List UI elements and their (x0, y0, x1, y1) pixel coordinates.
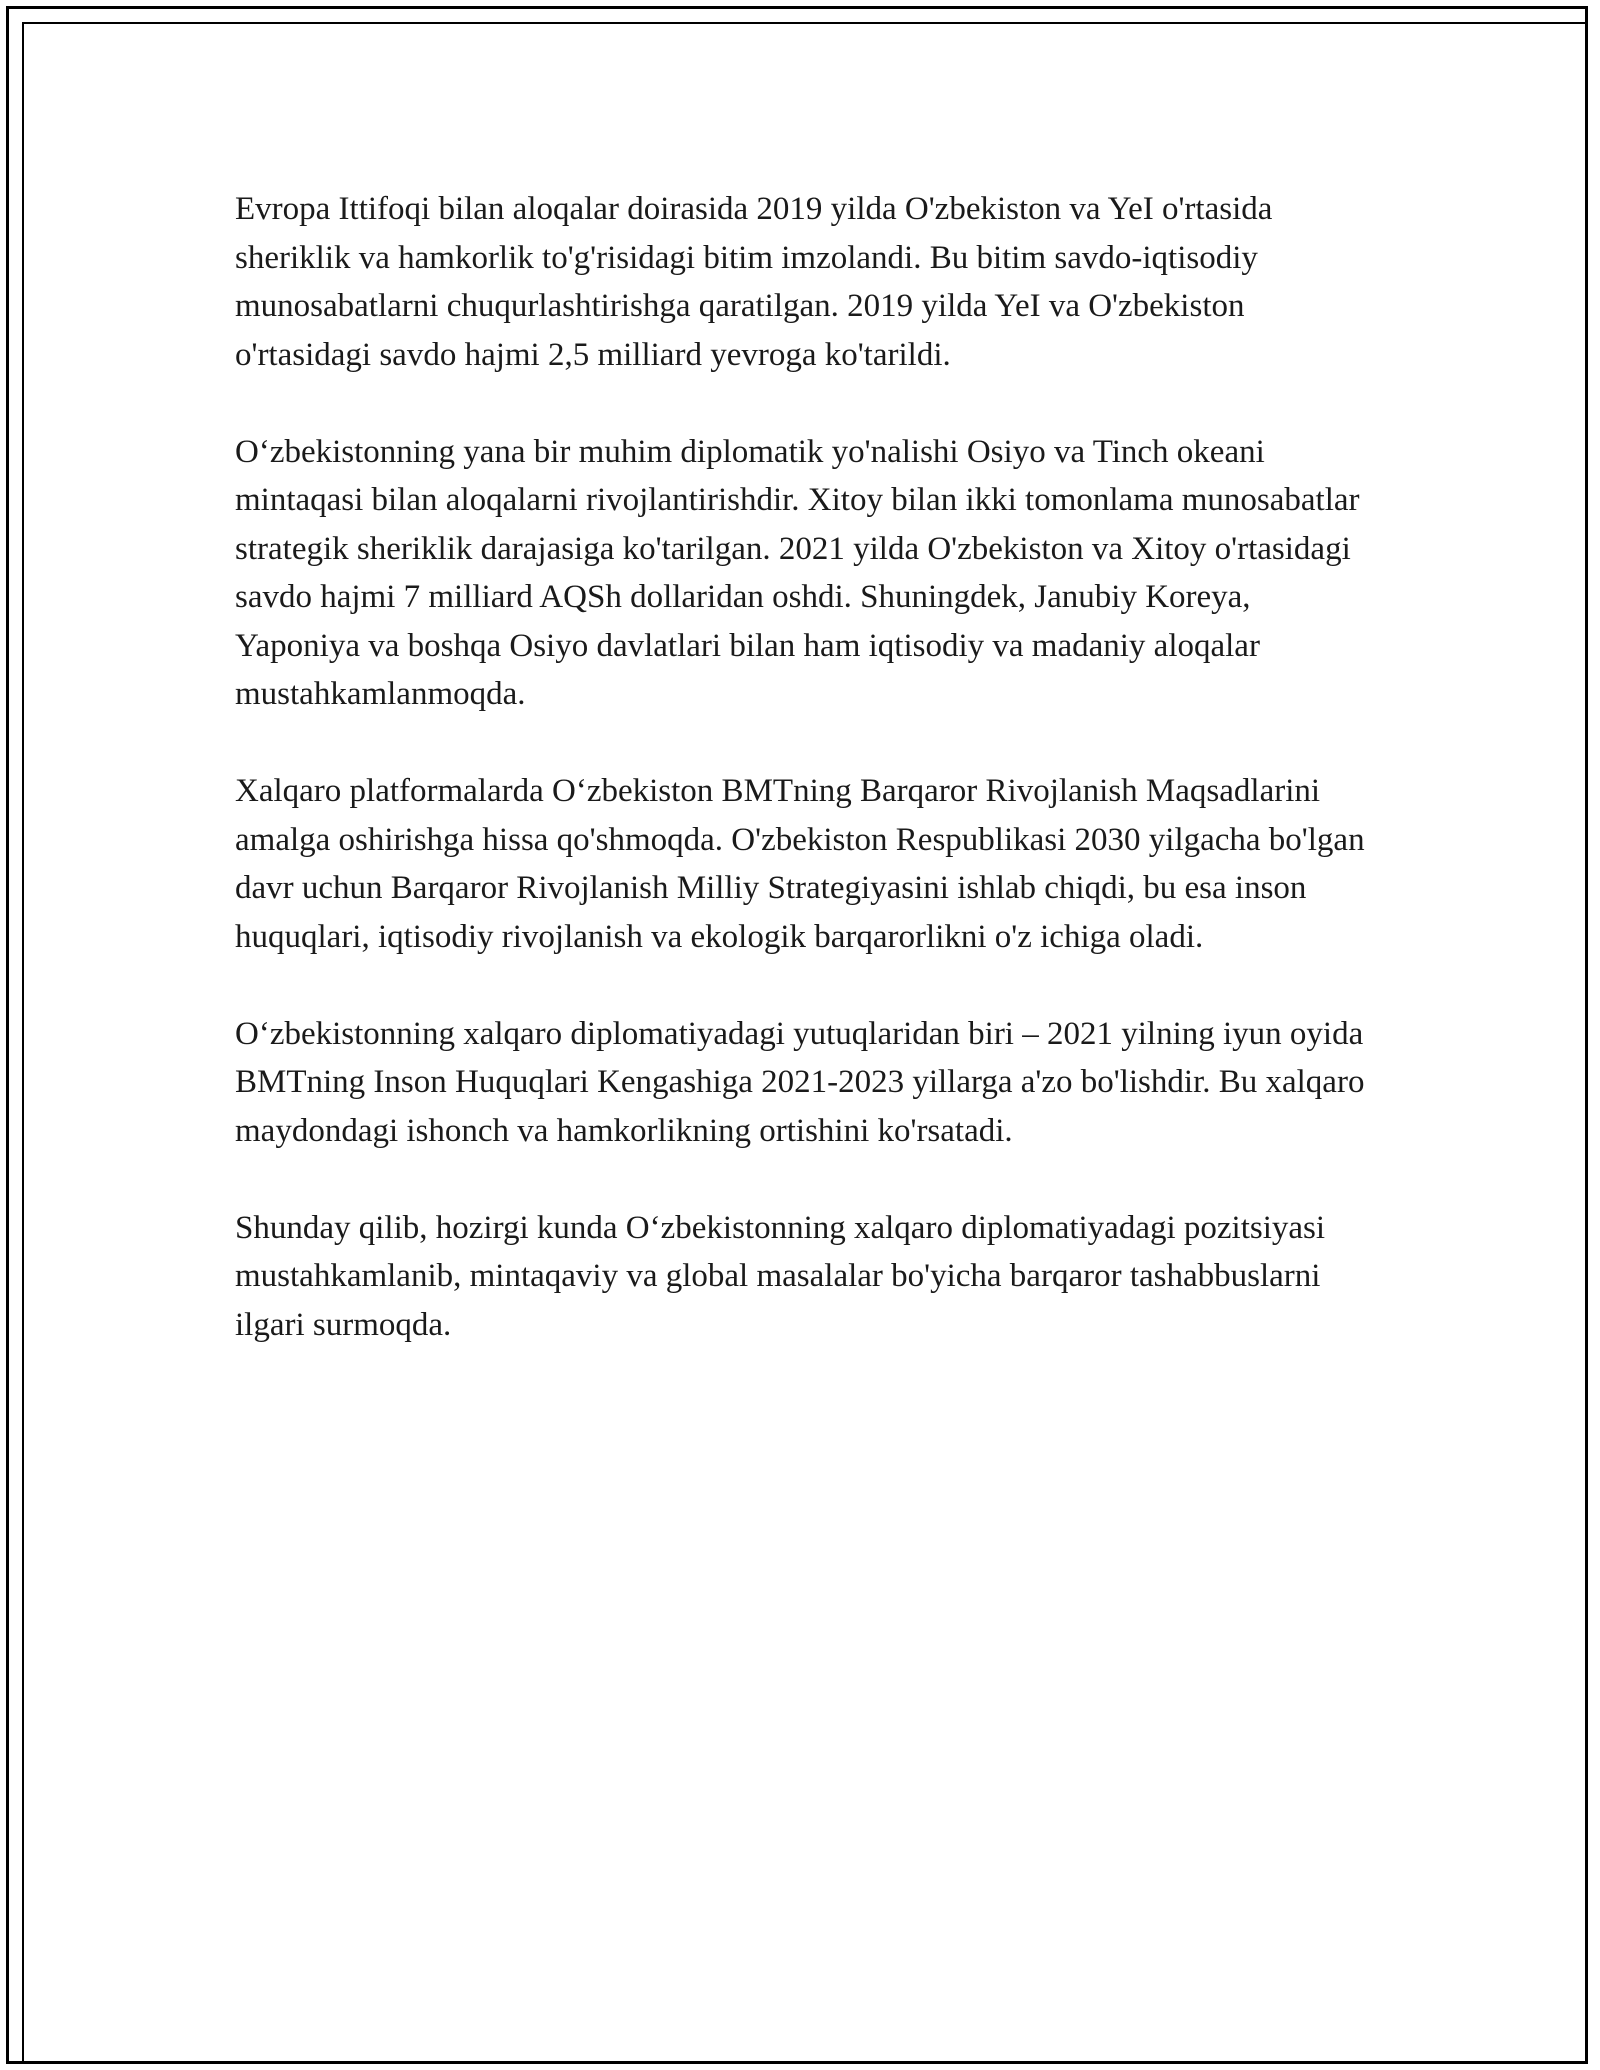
paragraph-human-rights-council: O‘zbekistonning xalqaro diplomatiyadagi yutuqlaridan biri – 2021 yilning iyun oyida BMTning Inson Huquqlari Kengashiga 2021-2023 yillarga a'zo bo'lishdir. Bu xalqaro maydondagi ishonch va hamkorlikning ortishini ko'rsatadi. (235, 1015, 1365, 1149)
paragraph-conclusion: Shunday qilib, hozirgi kunda O‘zbekistonning xalqaro diplomatiyadagi pozitsiyasi mustahkamlanib, mintaqaviy va global masalalar bo'yicha barqaror tashabbuslarni ilgari surmoqda. (235, 1209, 1326, 1343)
paragraph-eu-relations: Evropa Ittifoqi bilan aloqalar doirasida 2019 yilda O'zbekiston va YeI o'rtasida sheriklik va hamkorlik to'g'risidagi bitim imzolandi. Bu bitim savdo-iqtisodiy munosabatlarni chuqurlashtirishga qaratilgan. 2019 yilda YeI va O'zbekiston o'rtasidagi savdo hajmi 2,5 milliard yevroga ko'tarildi. (235, 191, 1273, 373)
document-body (235, 185, 1375, 1398)
paragraph-asia-pacific: O‘zbekistonning yana bir muhim diplomatik yo'nalishi Osiyo va Tinch okeani mintaqasi bilan aloqalarni rivojlantirishdir. Xitoy bilan ikki tomonlama munosabatlar strategik sheriklik darajasiga ko'tarilgan. 2021 yilda O'zbekiston va Xitoy o'rtasidagi savdo hajmi 7 milliard AQSh dollaridan oshdi. Shuningdek, Janubiy Koreya, Yaponiya va boshqa Osiyo davlatlari bilan ham iqtisodiy va madaniy aloqalar mustahkamlanmoqda. (235, 433, 1360, 712)
paragraph-un-sdg: Xalqaro platformalarda O‘zbekiston BMTning Barqaror Rivojlanish Maqsadlarini amalga oshirishga hissa qo'shmoqda. O'zbekiston Respublikasi 2030 yilgacha bo'lgan davr uchun Barqaror Rivojlanish Milliy Strategiyasini ishlab chiqdi, bu esa inson huquqlari, iqtisodiy rivojlanish va ekologik barqarorlikni o'z ichiga oladi. (235, 773, 1365, 955)
